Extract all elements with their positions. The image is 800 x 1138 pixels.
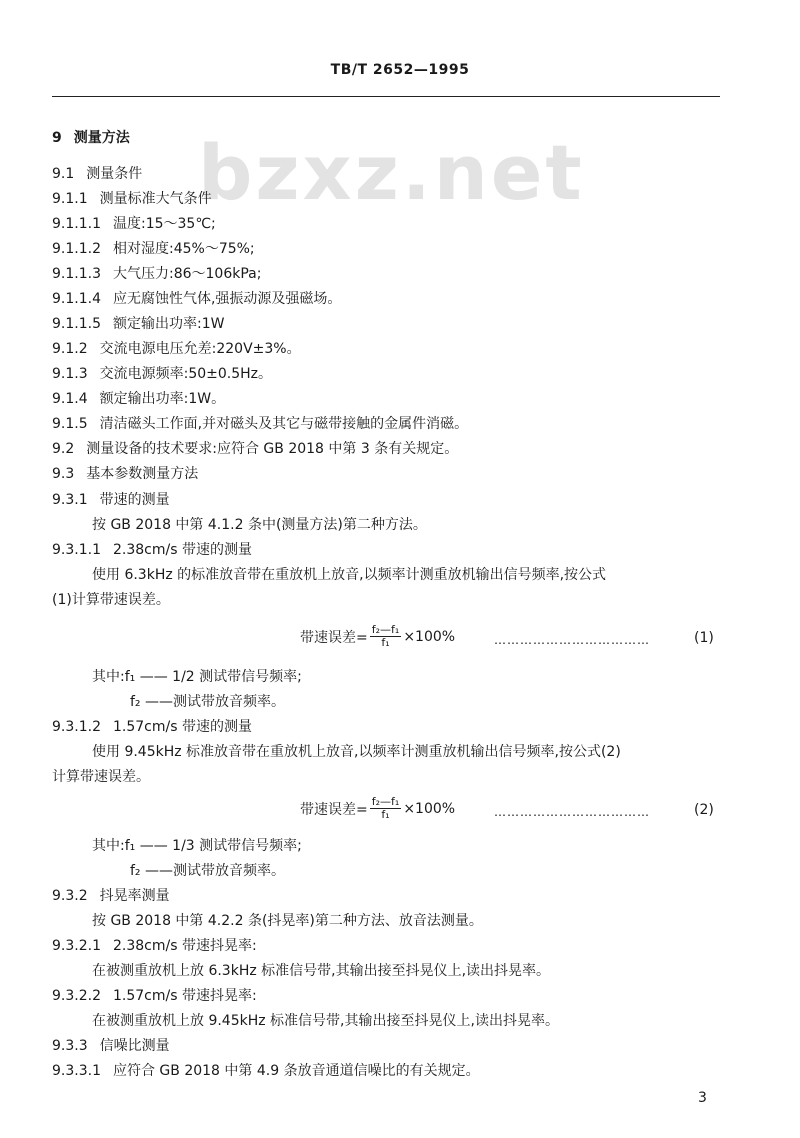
clause <box>52 886 170 906</box>
clause-number: 9.1.1.1 <box>52 216 101 232</box>
standard-code-header: TB/T 2652—1995 <box>330 62 470 78</box>
clause-text: 信噪比测量 <box>99 1038 170 1054</box>
fraction-denominator: f₁ <box>381 636 390 649</box>
clause-text: 清洁磁头工作面,并对磁头及其它与磁带接触的金属件消磁。 <box>99 416 469 432</box>
clause <box>52 986 257 1006</box>
paragraph-line: 按 GB 2018 中第 4.2.2 条(抖晃率)第二种方法、放音法测量。 <box>92 913 483 929</box>
formula-rhs: ×100% <box>403 800 456 817</box>
clause-text: 相对湿度:45%～75%; <box>112 241 255 257</box>
clause-text: 交流电源电压允差:220V±3%。 <box>99 341 301 357</box>
clause-text: 测量设备的技术要求:应符合 GB 2018 中第 3 条有关规定。 <box>86 441 459 457</box>
leader-dots: ……………………………… <box>494 805 650 819</box>
clause <box>52 717 252 737</box>
clause-number: 9.1.1 <box>52 191 88 207</box>
clause-number: 9.1.1.5 <box>52 316 101 332</box>
clause-text: 额定输出功率:1W。 <box>99 391 226 407</box>
clause-text: 交流电源频率:50±0.5Hz。 <box>99 366 273 382</box>
clause-number: 9.3.3.1 <box>52 1063 101 1079</box>
formula-1 <box>300 624 455 649</box>
clause-text: 额定输出功率:1W <box>112 316 225 332</box>
equation-number: (1) <box>694 630 714 646</box>
clause <box>52 414 468 434</box>
clause <box>52 936 257 956</box>
fraction-numerator: f₂—f₁ <box>371 623 400 636</box>
clause <box>52 339 301 359</box>
clause-number: 9.1.2 <box>52 341 88 357</box>
paragraph-line: f₂ ——测试带放音频率。 <box>130 694 285 710</box>
clause-number: 9.1.5 <box>52 416 88 432</box>
clause <box>52 264 261 284</box>
clause <box>52 540 252 560</box>
clause <box>52 490 170 510</box>
clause-text: 1.57cm/s 带速抖晃率: <box>112 988 257 1004</box>
clause-text: 应符合 GB 2018 中第 4.9 条放音通道信噪比的有关规定。 <box>112 1063 480 1079</box>
clause <box>52 389 225 409</box>
clause-text: 温度:15～35℃; <box>112 216 216 232</box>
paragraph-line: 按 GB 2018 中第 4.1.2 条中(测量方法)第二种方法。 <box>92 517 427 533</box>
clause-text: 1.57cm/s 带速的测量 <box>112 719 252 735</box>
section-title: 测量方法 <box>73 130 130 146</box>
formula-fraction <box>370 796 402 821</box>
paragraph-line: 计算带速误差。 <box>52 769 150 785</box>
formula-fraction <box>370 624 402 649</box>
paragraph-line: 其中:f₁ —— 1/2 测试带信号频率; <box>92 669 302 685</box>
clause <box>52 189 212 209</box>
clause-number: 9.3.3 <box>52 1038 88 1054</box>
clause-number: 9.1.4 <box>52 391 88 407</box>
formula-rhs: ×100% <box>403 628 456 645</box>
fraction-numerator: f₂—f₁ <box>371 795 400 808</box>
clause-number: 9.1.1.2 <box>52 241 101 257</box>
paragraph-line: 在被测重放机上放 6.3kHz 标准信号带,其输出接至抖晃仪上,读出抖晃率。 <box>92 963 551 979</box>
clause-text: 抖晃率测量 <box>99 888 170 904</box>
clause-text: 测量条件 <box>86 166 143 182</box>
clause-text: 应无腐蚀性气体,强振动源及强磁场。 <box>112 291 342 307</box>
clause <box>52 314 224 334</box>
equation-number: (2) <box>694 802 714 818</box>
clause-number: 9.3.2.2 <box>52 988 101 1004</box>
clause <box>52 289 341 309</box>
paragraph-line: 其中:f₁ —— 1/3 测试带信号频率; <box>92 838 302 854</box>
paragraph-line: f₂ ——测试带放音频率。 <box>130 863 285 879</box>
clause-number: 9.3.1.2 <box>52 719 101 735</box>
clause <box>52 239 255 259</box>
clause <box>52 214 216 234</box>
clause-number: 9.1.1.3 <box>52 266 101 282</box>
section-heading <box>52 128 130 148</box>
clause-number: 9.1 <box>52 166 75 182</box>
clause-number: 9.3.2 <box>52 888 88 904</box>
clause <box>52 164 142 184</box>
watermark: bzxz.net <box>198 128 585 217</box>
fraction-denominator: f₁ <box>381 808 390 821</box>
clause-text: 2.38cm/s 带速抖晃率: <box>112 938 257 954</box>
clause <box>52 1036 170 1056</box>
header-rule <box>52 96 720 97</box>
paragraph-line: 使用 6.3kHz 的标准放音带在重放机上放音,以频率计测重放机输出信号频率,按公式 <box>92 567 607 583</box>
clause-number: 9.3.1 <box>52 492 88 508</box>
clause <box>52 364 272 384</box>
clause <box>52 439 458 459</box>
clause-number: 9.3.1.1 <box>52 542 101 558</box>
formula-lhs: 带速误差= <box>300 629 368 646</box>
leader-dots: ……………………………… <box>494 633 650 647</box>
clause-text: 基本参数测量方法 <box>86 466 199 482</box>
formula-lhs: 带速误差= <box>300 801 368 818</box>
clause <box>52 464 198 484</box>
section-number: 9 <box>52 130 62 146</box>
clause <box>52 1061 480 1081</box>
clause-number: 9.1.1.4 <box>52 291 101 307</box>
formula-2 <box>300 796 455 821</box>
clause-number: 9.2 <box>52 441 75 457</box>
paragraph-line: 使用 9.45kHz 标准放音带在重放机上放音,以频率计测重放机输出信号频率,按公式(2) <box>92 744 621 760</box>
clause-text: 大气压力:86～106kPa; <box>112 266 262 282</box>
paragraph-line: (1)计算带速误差。 <box>52 592 170 608</box>
clause-text: 2.38cm/s 带速的测量 <box>112 542 252 558</box>
clause-number: 9.3.2.1 <box>52 938 101 954</box>
clause-number: 9.1.3 <box>52 366 88 382</box>
clause-number: 9.3 <box>52 466 75 482</box>
clause-text: 带速的测量 <box>99 492 170 508</box>
page-number: 3 <box>698 1090 707 1106</box>
paragraph-line: 在被测重放机上放 9.45kHz 标准信号带,其输出接至抖晃仪上,读出抖晃率。 <box>92 1013 559 1029</box>
clause-text: 测量标准大气条件 <box>99 191 212 207</box>
